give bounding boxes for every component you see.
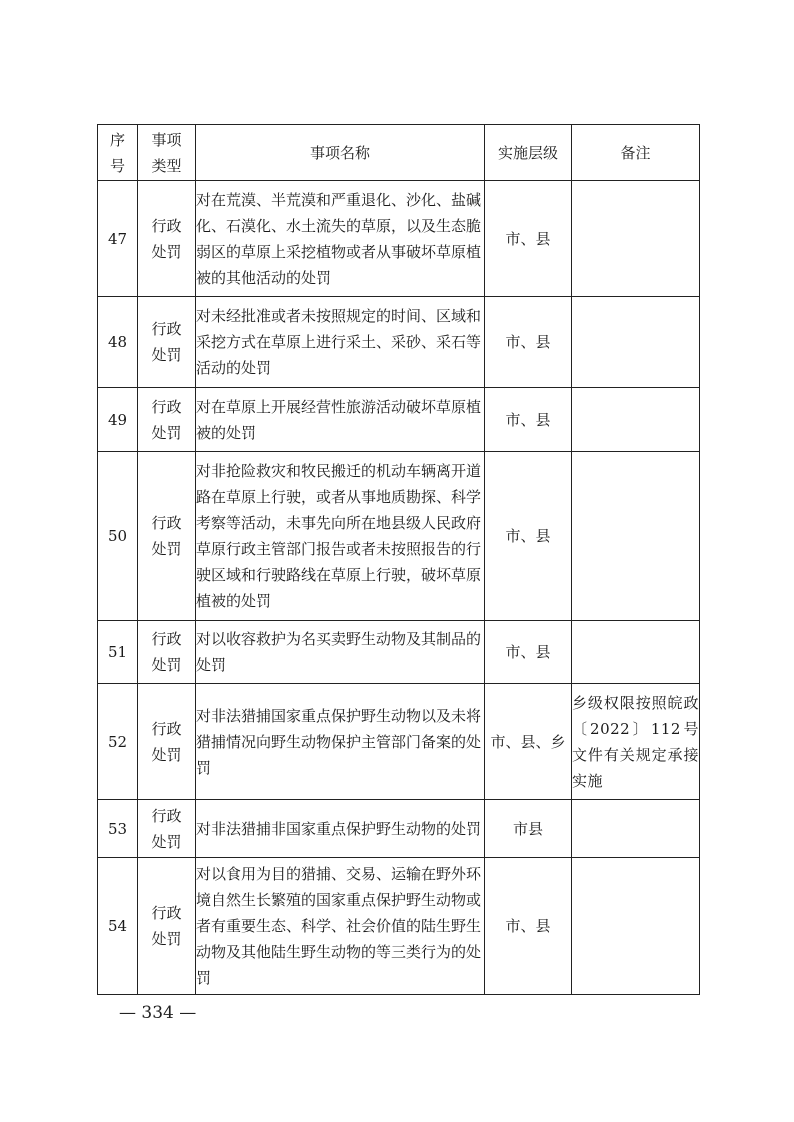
table-row [98,452,700,621]
row-name: 对非法猎捕国家重点保护野生动物以及未将猎捕情况向野生动物保护主管部门备案的处罚 [196,684,485,800]
row-note: 乡级权限按照皖政〔2022〕112号文件有关规定承接实施 [572,684,700,800]
header-type-line-1: 事项 [151,130,182,149]
row-type-line-1: 行政 [151,216,182,235]
row-type [138,297,196,388]
items-table [97,124,700,995]
header-no [98,125,138,181]
row-no: 50 [98,452,138,621]
header-note: 备注 [572,125,700,181]
row-name: 对以食用为目的猎捕、交易、运输在野外环境自然生长繁殖的国家重点保护野生动物或者有重要生态、科学、社会价值的陆生野生动物及其他陆生野生动物的等三类行为的处罚 [196,858,485,995]
row-no: 51 [98,621,138,684]
table-row [98,858,700,995]
row-note [572,452,700,621]
row-type [138,858,196,995]
row-note [572,181,700,297]
row-note [572,621,700,684]
row-type-line-1: 行政 [151,514,182,532]
header-type [138,125,196,181]
row-type-line-1: 行政 [151,719,182,738]
row-name: 对未经批准或者未按照规定的时间、区域和采挖方式在草原上进行采土、采砂、采石等活动的处罚 [196,297,485,388]
header-type-line-2: 类型 [151,156,182,175]
row-name: 对在草原上开展经营性旅游活动破坏草原植被的处罚 [196,388,485,452]
row-name: 对非抢险救灾和牧民搬迁的机动车辆离开道路在草原上行驶，或者从事地质勘探、科学考察等活动，未事先向所在地县级人民政府草原行政主管部门报告或者未按照报告的行驶区域和行驶路线在草原上行驶，破坏草原植被的处罚 [196,452,485,621]
row-type-line-2: 处罚 [151,423,182,442]
row-type [138,388,196,452]
row-no: 48 [98,297,138,388]
row-no: 49 [98,388,138,452]
row-no: 52 [98,684,138,800]
page-number: — 334 — [119,1003,197,1023]
row-name: 对在荒漠、半荒漠和严重退化、沙化、盐碱化、石漠化、水土流失的草原，以及生态脆弱区的草原上采挖植物或者从事破坏草原植被的其他活动的处罚 [196,181,485,297]
header-no-line-1: 序 [109,130,125,149]
row-level: 市、县 [485,858,572,995]
row-type-line-2: 处罚 [151,540,182,558]
row-type-line-1: 行政 [151,630,182,648]
row-type [138,181,196,297]
header-level: 实施层级 [485,125,572,181]
row-note [572,800,700,858]
row-type-line-2: 处罚 [151,242,182,261]
row-level: 市县 [485,800,572,858]
row-type-line-2: 处罚 [151,832,182,851]
table-row [98,297,700,388]
row-type-line-2: 处罚 [151,745,182,764]
row-no: 53 [98,800,138,858]
table-row [98,800,700,858]
row-type [138,621,196,684]
table-row [98,684,700,800]
row-level: 市、县 [485,452,572,621]
row-type [138,684,196,800]
row-type-line-1: 行政 [151,904,182,922]
row-name: 对非法猎捕非国家重点保护野生动物的处罚 [196,800,485,858]
row-no: 47 [98,181,138,297]
table-row [98,181,700,297]
row-level: 市、县 [485,388,572,452]
row-type-line-2: 处罚 [151,656,182,674]
table-row [98,388,700,452]
row-level: 市、县 [485,297,572,388]
row-level: 市、县、乡 [485,684,572,800]
row-level: 市、县 [485,621,572,684]
row-level: 市、县 [485,181,572,297]
row-no: 54 [98,858,138,995]
row-type-line-2: 处罚 [151,930,182,948]
header-no-line-2: 号 [109,156,125,175]
row-type [138,452,196,621]
header-name: 事项名称 [196,125,485,181]
row-name: 对以收容救护为名买卖野生动物及其制品的处罚 [196,621,485,684]
row-note [572,297,700,388]
row-type [138,800,196,858]
row-type-line-1: 行政 [151,397,182,416]
row-type-line-1: 行政 [151,806,182,825]
row-note [572,858,700,995]
table-row [98,621,700,684]
header-row [98,125,700,181]
row-type-line-1: 行政 [151,320,182,338]
row-type-line-2: 处罚 [151,346,182,364]
row-note [572,388,700,452]
